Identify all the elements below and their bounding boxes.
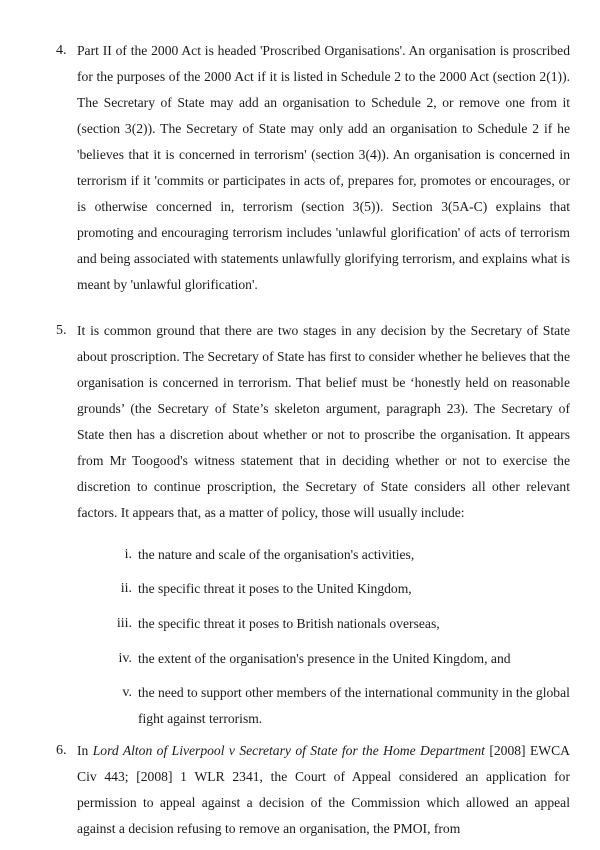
paragraph-text: It is common ground that there are two stages in any decision by the Secretary of State about proscription. The Secretary of State has first to consider whether he believes that the organisation is concerned in terrorism. That belief must be ‘honestly held on reasonable grounds’ (the Secretary of State’s skeleton argument, paragraph 23). The Secretary of State then has a discretion about whether or not to proscribe the organisation. It appears from Mr Toogood's witness statement that in deciding whether or not to exercise the discretion to continue proscription, the Secretary of State considers all other relevant factors. It appears that, as a matter of policy, those will usually include: xyxy=(77,323,570,520)
list-item-text: the specific threat it poses to British nationals overseas, xyxy=(138,616,440,631)
list-item-text: the nature and scale of the organisation's activities, xyxy=(138,547,415,562)
list-item-number: iv. xyxy=(118,651,132,666)
paragraph-5 xyxy=(56,318,570,526)
paragraph-text xyxy=(77,738,570,842)
paragraph-6 xyxy=(56,738,570,842)
list-item xyxy=(124,542,570,568)
list-item-number: v. xyxy=(122,685,132,700)
list-item-text: the need to support other members of the international community in the global fight against terrorism. xyxy=(138,685,570,726)
list-item-number: i. xyxy=(124,547,132,562)
paragraph-number: 5. xyxy=(56,323,67,338)
list-item xyxy=(116,611,570,637)
paragraph-4 xyxy=(56,38,570,298)
list-item-text: the specific threat it poses to the United Kingdom, xyxy=(138,581,412,596)
list-item-number: ii. xyxy=(120,581,132,596)
paragraph-continuation: [2008] EWCA Civ 443; [2008] 1 WLR 2341, the Court of Appeal considered an application for permission to appeal against a decision of the Commission which allowed an appeal against a decision refusing to remove an organisation, the PMOI, from xyxy=(77,743,570,836)
list-item-text: the extent of the organisation's presence in the United Kingdom, and xyxy=(138,651,511,666)
paragraph-number: 4. xyxy=(56,43,67,58)
paragraph-prefix: In xyxy=(77,743,93,758)
paragraph-number: 6. xyxy=(56,743,67,758)
list-item xyxy=(120,576,570,602)
paragraph-text: Part II of the 2000 Act is headed 'Proscribed Organisations'. An organisation is proscribed for the purposes of the 2000 Act if it is listed in Schedule 2 to the 2000 Act (section 2(1)). The Secretary of State may add an organisation to Schedule 2, or remove one from it (section 3(2)). The Secretary of State may only add an organisation to Schedule 2 if he 'believes that it is concerned in terrorism' (section 3(4)). An organisation is concerned in terrorism if it 'commits or participates in acts of, prepares for, promotes or encourages, or is otherwise concerned in, terrorism (section 3(5)). Section 3(5A-C) explains that promoting and encouraging terrorism includes 'unlawful glorification' of acts of terrorism and being associated with statements unlawfully glorifying terrorism, and explains what is meant by 'unlawful glorification'. xyxy=(77,43,570,292)
list-item xyxy=(122,680,570,732)
list-item-number: iii. xyxy=(116,616,132,631)
case-name: Lord Alton of Liverpool v Secretary of State for the Home Department xyxy=(92,743,485,758)
list-item xyxy=(118,646,570,672)
